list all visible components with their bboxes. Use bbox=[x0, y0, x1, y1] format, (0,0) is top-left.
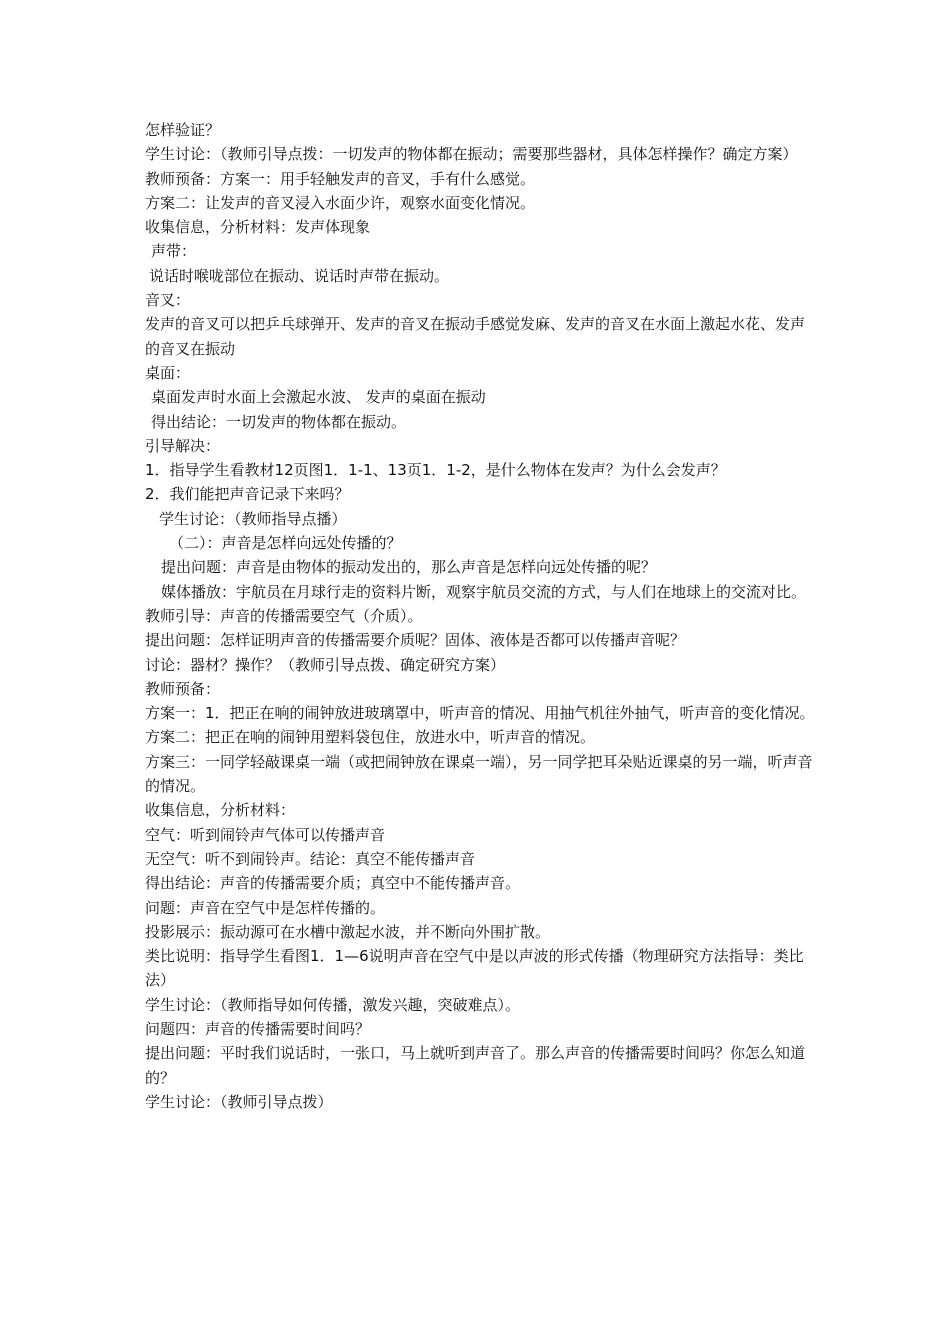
text-line: 音叉： bbox=[145, 291, 191, 310]
text-line: 说话时喉咙部位在振动、说话时声带在振动。 bbox=[149, 266, 450, 285]
text-line: 提出问题：怎样证明声音的传播需要介质呢？固体、液体是否都可以传播声音呢？ bbox=[145, 631, 686, 650]
text-line: 问题：声音在空气中是怎样传播的。 bbox=[145, 898, 386, 917]
text-line: 2．我们能把声音记录下来吗？ bbox=[145, 485, 350, 504]
text-line: 媒体播放：宇航员在月球行走的资料片断，观察宇航员交流的方式，与人们在地球上的交流对比。 bbox=[161, 582, 807, 601]
text-line: 讨论：器材？操作？（教师引导点拨、确定研究方案） bbox=[145, 655, 506, 674]
text-line: 声带： bbox=[151, 242, 197, 261]
text-line: 学生讨论：（教师引导点拨） bbox=[145, 1092, 333, 1111]
text-line: 方案二：把正在响的闹钟用塑料袋包住，放进水中，听声音的情况。 bbox=[145, 728, 596, 747]
text-line: 投影展示：振动源可在水槽中激起水波，并不断向外围扩散。 bbox=[145, 922, 551, 941]
text-line: 方案三：一同学轻敲课桌一端（或把闹钟放在课桌一端），另一同学把耳朵贴近课桌的另一端，听声音的情况。 bbox=[145, 752, 813, 796]
text-line: 怎样验证？ bbox=[145, 121, 221, 139]
text-line: 方案一：1．把正在响的闹钟放进玻璃罩中，听声音的情况、用抽气机往外抽气，听声音的变化情况。 bbox=[145, 704, 815, 723]
text-line: 发声的音叉可以把乒乓球弹开、发声的音叉在振动手感觉发麻、发声的音叉在水面上激起水花、发声的音叉在振动 bbox=[145, 315, 806, 358]
text-line: 教师预备： bbox=[145, 679, 221, 698]
text-line: 方案二：让发声的音叉浸入水面少许，观察水面变化情况。 bbox=[145, 193, 536, 212]
text-line: 学生讨论：（教师指导如何传播，激发兴趣，突破难点）。 bbox=[145, 995, 521, 1014]
text-line: 1．指导学生看教材12页图1．1-1、13页1．1-2，是什么物体在发声？为什么会发声？ bbox=[145, 461, 726, 480]
text-line: 类比说明：指导学生看图1．1—6说明声音在空气中是以声波的形式传播（物理研究方法指导：类比法） bbox=[145, 947, 804, 990]
text-line: 问题四：声音的传播需要时间吗？ bbox=[145, 1019, 371, 1038]
text-line: 学生讨论：（教师引导点拨：一切发声的物体都在振动；需要那些器材，具体怎样操作？确定方案） bbox=[145, 145, 798, 164]
text-line: 空气：听到闹铃声气体可以传播声音 bbox=[145, 825, 386, 844]
text-line: 提出问题：平时我们说话时，一张口，马上就听到声音了。那么声音的传播需要时间吗？你怎么知道的？ bbox=[145, 1044, 806, 1087]
text-line: 得出结论：一切发声的物体都在振动。 bbox=[151, 412, 407, 431]
text-line: 无空气：听不到闹铃声。结论：真空不能传播声音 bbox=[145, 849, 476, 868]
text-line: 得出结论：声音的传播需要介质；真空中不能传播声音。 bbox=[145, 874, 521, 893]
text-line: 学生讨论：（教师指导点播） bbox=[159, 509, 347, 528]
text-line: 收集信息，分析材料： bbox=[145, 801, 296, 820]
section-heading: （二）：声音是怎样向远处传播的？ bbox=[169, 534, 402, 553]
document-body bbox=[145, 118, 815, 1114]
text-line: 收集信息，分析材料：发声体现象 bbox=[145, 218, 371, 237]
text-line: 引导解决： bbox=[145, 436, 221, 455]
text-line: 提出问题：声音是由物体的振动发出的，那么声音是怎样向远处传播的呢？ bbox=[161, 558, 657, 577]
text-line: 桌面发声时水面上会激起水波、 发声的桌面在振动 bbox=[151, 388, 486, 407]
text-line: 桌面： bbox=[145, 363, 191, 382]
text-line: 教师引导：声音的传播需要空气（介质）。 bbox=[145, 606, 423, 625]
text-line: 教师预备：方案一：用手轻触发声的音叉，手有什么感觉。 bbox=[145, 169, 536, 188]
